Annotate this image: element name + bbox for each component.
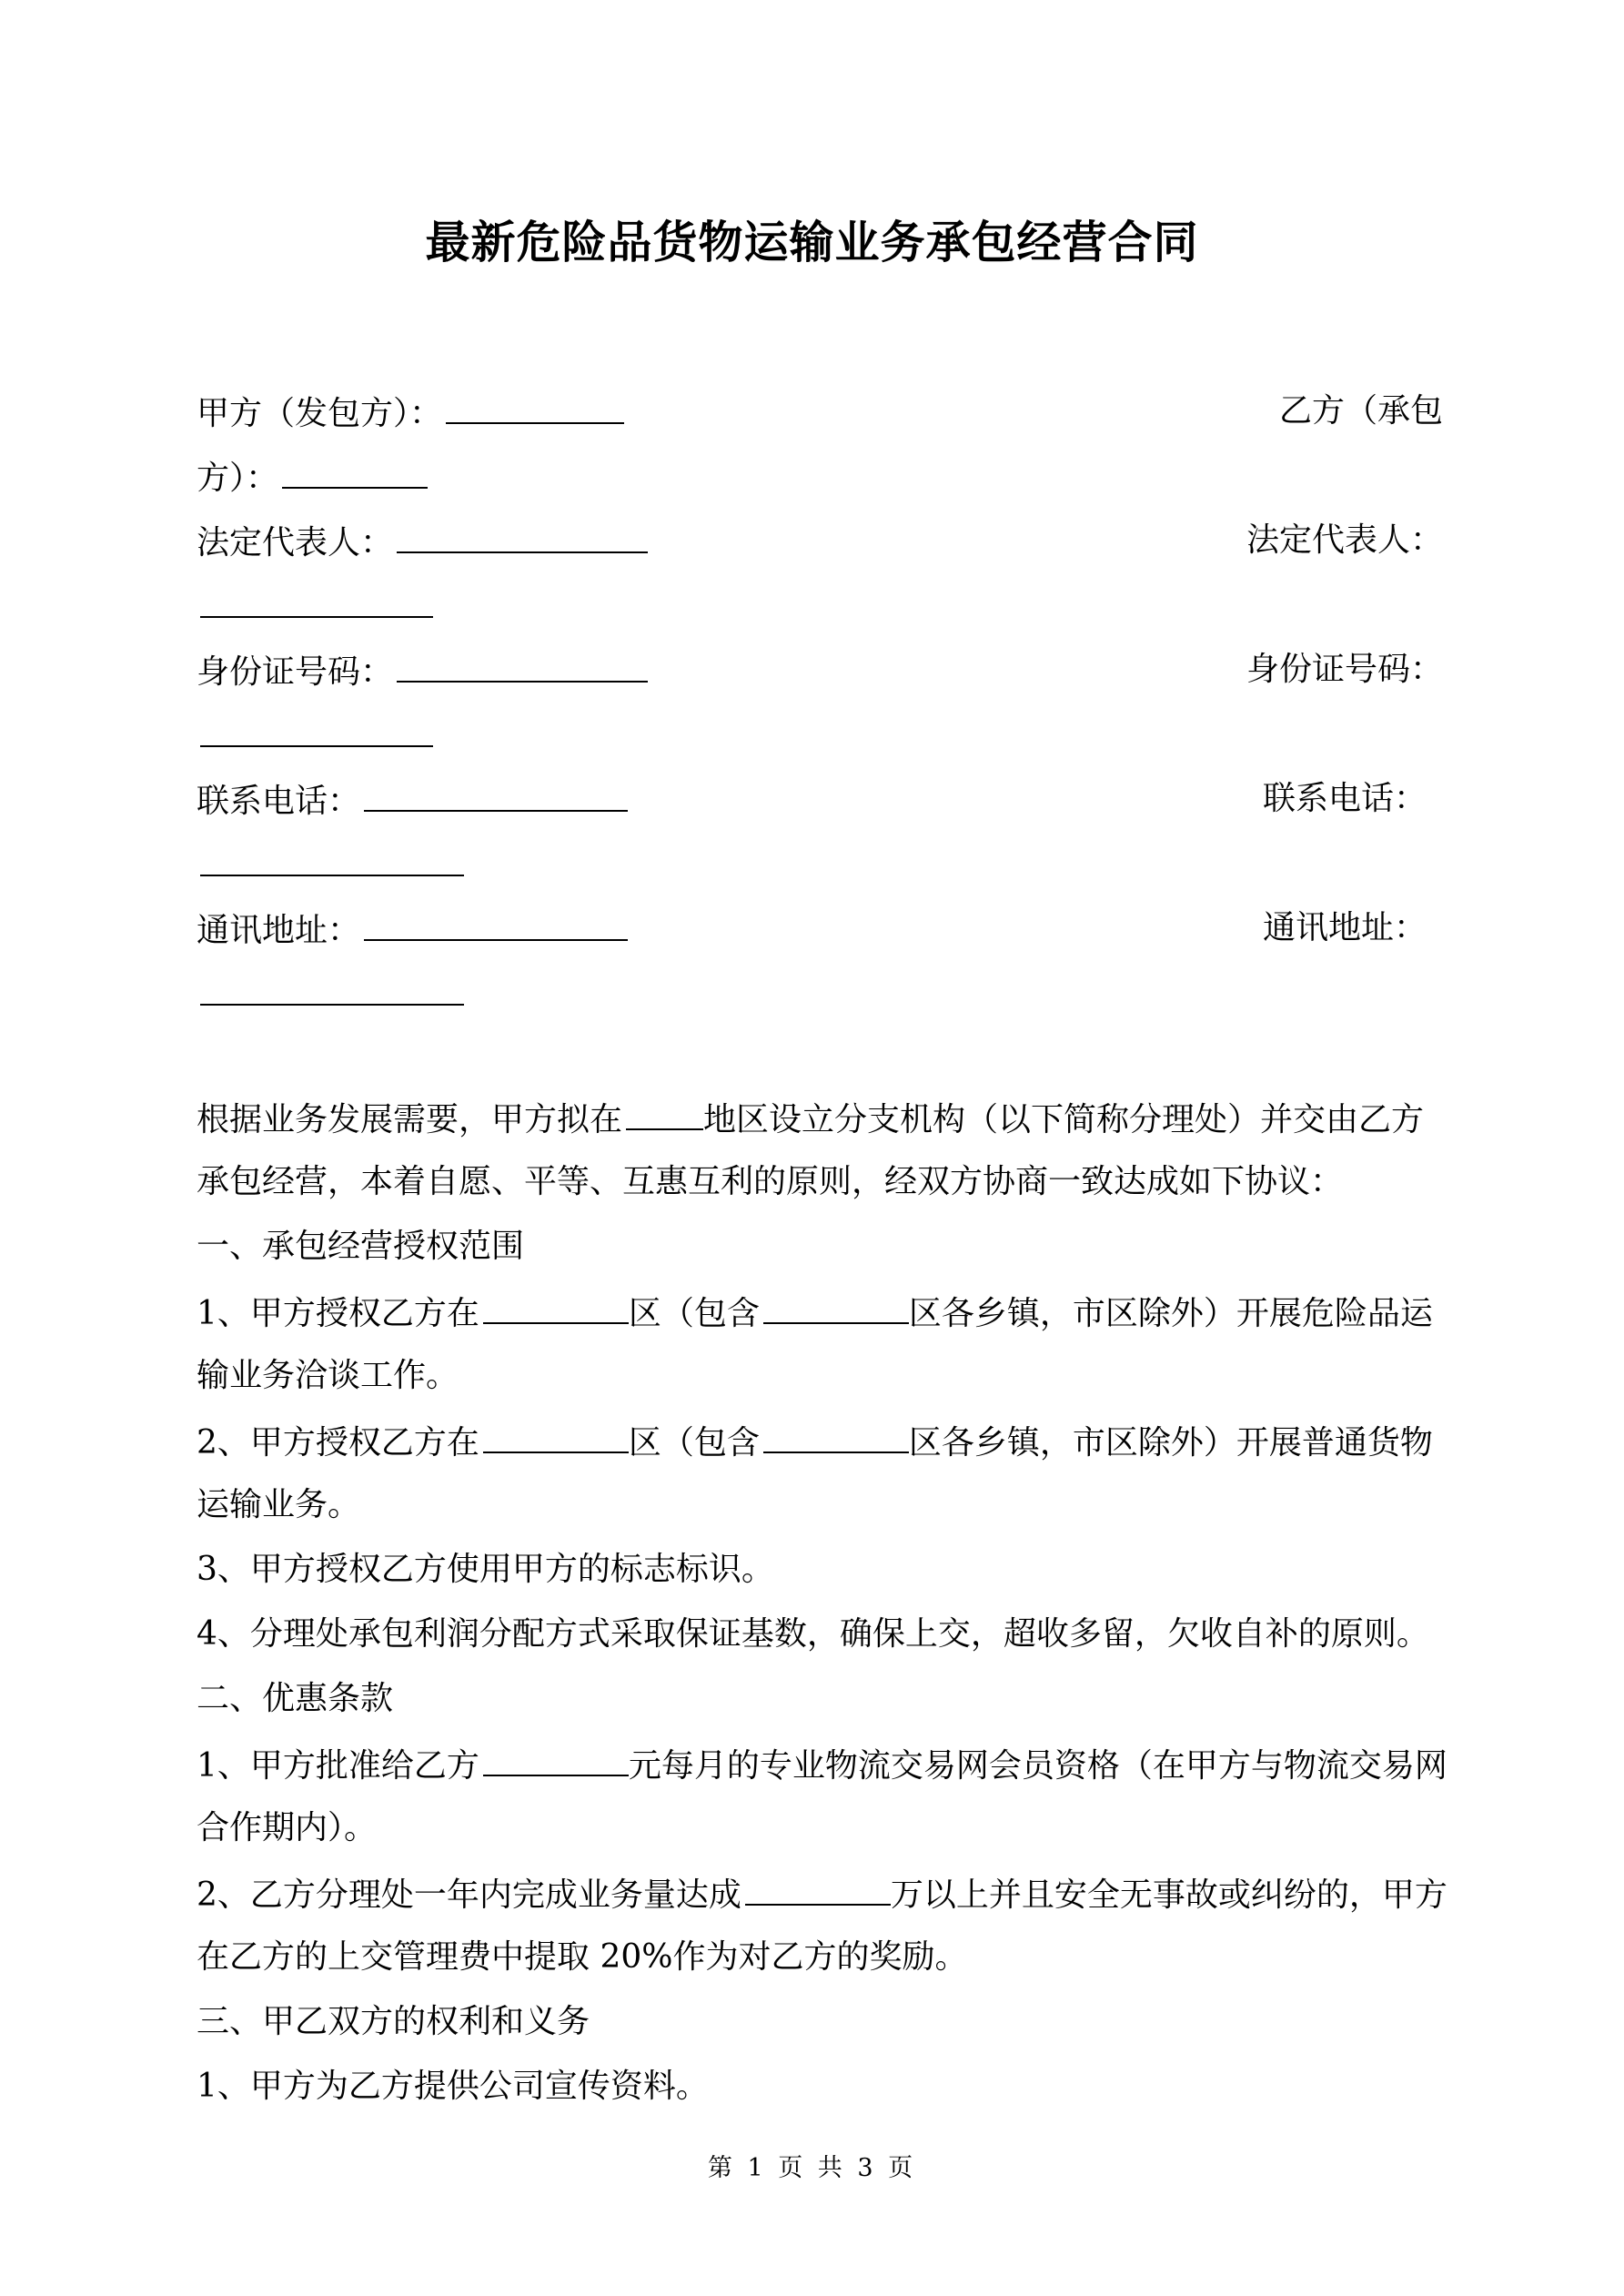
address-line [197,895,1443,960]
blank-line [197,960,1443,1025]
intro-paragraph-cont [197,1149,1443,1214]
id-label-b: 身份证号码： [1246,651,1443,688]
blank [745,1860,891,1906]
blank-line [197,702,1443,766]
heading-text: 三、甲乙双方的权利和义务 [197,2003,590,2040]
clause-cont [197,1795,1443,1860]
party-line [197,443,1443,508]
blank [483,1279,629,1324]
blank [397,637,648,683]
blank [446,379,624,424]
blank [483,1408,629,1453]
text: 区各乡镇，市区除外）开展普通货物 [908,1424,1433,1462]
text: 1、甲方为乙方提供公司宣传资料。 [197,2068,709,2105]
party-a-label: 甲方（发包方）： [197,395,443,432]
blank [364,766,628,812]
text: 根据业务发展需要，甲方拟在 [197,1101,623,1138]
id-label-a: 身份证号码： [197,653,394,691]
text: 2、甲方授权乙方在 [197,1424,479,1462]
intro-paragraph [197,1085,1443,1149]
text: 2、乙方分理处一年内完成业务量达成 [197,1876,741,1914]
text: 1、甲方授权乙方在 [197,1295,479,1332]
blank [763,1279,909,1324]
blank [282,443,428,489]
page-number: 第 1 页 共 3 页 [707,2154,917,2182]
address-label-b: 通讯地址： [1262,909,1427,946]
text: 1、甲方批准给乙方 [197,1747,479,1785]
blank [200,960,464,1006]
phone-line [197,766,1443,831]
text: 万以上并且安全无事故或纠纷的，甲方 [890,1876,1447,1914]
blank [200,572,433,618]
text: 元每月的专业物流交易网会员资格（在甲方与物流交易网 [628,1747,1447,1785]
text: 运输业务。 [197,1486,361,1523]
text: 输业务洽谈工作。 [197,1357,459,1394]
clause [197,1731,1447,1795]
text: 地区设立分支机构（以下简称分理处）并交由乙方 [703,1101,1425,1138]
address-label-a: 通讯地址： [197,912,361,949]
clause [197,1602,1443,1666]
heading-text: 二、优惠条款 [197,1680,394,1717]
clause-cont [197,1472,1443,1537]
blank-line [197,831,1443,895]
clause [197,1537,1443,1602]
text: 3、甲方授权乙方使用甲方的标志标识。 [197,1551,774,1588]
text: 区（包含 [628,1295,760,1332]
text: 在乙方的上交管理费中提取 20%作为对乙方的奖励。 [197,1938,968,1976]
legal-rep-label-a: 法定代表人： [197,524,394,561]
party-line [197,379,1443,443]
section-heading [197,1989,1443,2054]
blank [200,702,433,747]
party-b-label: 方）： [197,460,279,497]
clause-cont [197,1343,1443,1408]
clause [197,1860,1447,1925]
party-b-label: 乙方（承包 [1278,392,1443,430]
blank-line [197,572,1443,637]
blank [200,831,464,876]
id-line [197,637,1443,702]
text: 4、分理处承包利润分配方式采取保证基数，确保上交，超收多留，欠收自补的原则。 [197,1615,1429,1653]
blank [397,508,648,553]
text: 合作期内）。 [197,1809,378,1846]
section-heading [197,1214,1443,1279]
phone-label-a: 联系电话： [197,783,361,820]
clause [197,1408,1443,1472]
document-body [197,379,1447,2119]
heading-text: 一、承包经营授权范围 [197,1228,525,1265]
legal-rep-label-b: 法定代表人： [1246,521,1443,559]
phone-label-b: 联系电话： [1262,780,1427,817]
blank [483,1731,629,1776]
text: 承包经营，本着自愿、平等、互惠互利的原则，经双方协商一致达成如下协议： [197,1163,1344,1200]
text: 区各乡镇，市区除外）开展危险品运 [908,1295,1433,1332]
party-a-field [197,379,624,443]
blank [364,895,628,941]
section-heading [197,1666,1443,1731]
clause [197,1279,1443,1343]
clause [197,2054,1443,2119]
blank [626,1085,703,1130]
legal-rep-line [197,508,1443,572]
blank [763,1408,909,1453]
document-title: 最新危险品货物运输业务承包经营合同 [425,216,1199,268]
text: 区（包含 [628,1424,760,1462]
clause-cont [197,1925,1443,1989]
